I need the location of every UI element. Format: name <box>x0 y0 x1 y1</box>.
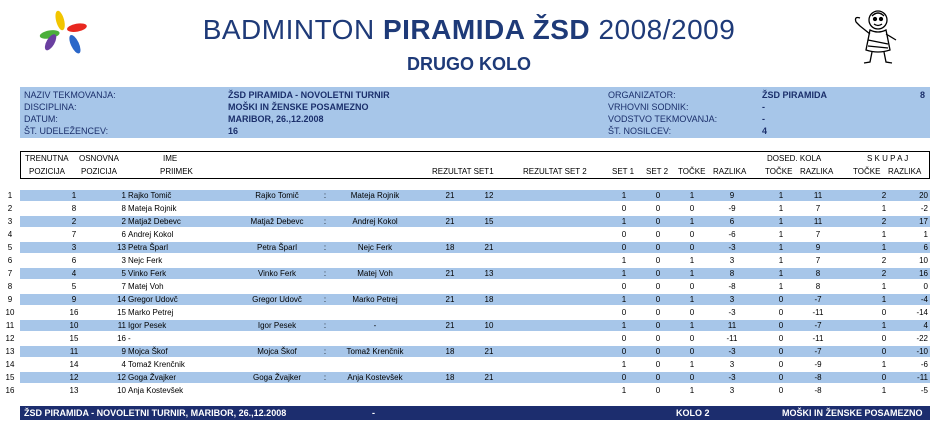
cell-osnovna-pozicija: 9 <box>121 347 126 356</box>
row-number: 4 <box>7 230 13 239</box>
cell-skupaj-razlika: 10 <box>919 256 928 265</box>
cell-razlika: -3 <box>728 373 736 382</box>
vodstvo-label: VODSTVO TEKMOVANJA: <box>608 114 718 124</box>
cell-player-name: - <box>128 334 131 343</box>
cell-trenutna-pozicija: 1 <box>71 191 77 200</box>
cell-razlika: 9 <box>729 191 735 200</box>
col-set2: SET 2 <box>646 167 669 176</box>
cell-trenutna-pozicija: 11 <box>69 347 79 356</box>
cell-tocke: 0 <box>689 243 695 252</box>
cell-dosed-tocke: 1 <box>778 282 784 291</box>
organizator-number: 8 <box>920 90 926 100</box>
cell-player1: Gregor Udovč <box>252 295 302 304</box>
cell-dosed-tocke: 1 <box>778 191 784 200</box>
cell-score1: 21 <box>445 269 455 278</box>
cell-dosed-razlika: -7 <box>814 347 822 356</box>
table-row <box>20 359 930 370</box>
cell-player2: Marko Petrej <box>352 295 398 304</box>
cell-trenutna-pozicija: 3 <box>71 243 77 252</box>
cell-osnovna-pozicija: 1 <box>121 191 126 200</box>
col-osnovna: OSNOVNA <box>79 154 120 163</box>
cell-score1: 21 <box>445 295 455 304</box>
col-skupaj-tocke: TOČKE <box>853 167 881 176</box>
cell-set2: 0 <box>655 243 661 252</box>
cell-razlika: -3 <box>728 243 736 252</box>
cell-razlika: 8 <box>729 269 735 278</box>
table-row <box>20 242 930 253</box>
cell-skupaj-razlika: -11 <box>917 373 928 382</box>
col-tocke: TOČKE <box>678 167 706 176</box>
cell-set1: 1 <box>621 256 627 265</box>
cell-osnovna-pozicija: 6 <box>121 230 126 239</box>
cell-dosed-tocke: 0 <box>778 386 784 395</box>
col-set1: SET 1 <box>612 167 635 176</box>
cell-osnovna-pozicija: 16 <box>117 334 126 343</box>
cell-player-name: Goga Žvajker <box>128 373 177 382</box>
naziv-label: NAZIV TEKMOVANJA: <box>24 90 116 100</box>
cell-player2: - <box>373 321 377 330</box>
cell-dosed-razlika: -7 <box>814 295 822 304</box>
cell-set1: 1 <box>621 360 627 369</box>
cell-tocke: 0 <box>689 334 695 343</box>
cell-set2: 0 <box>655 204 661 213</box>
cell-dosed-razlika: 8 <box>815 269 821 278</box>
cell-tocke: 0 <box>689 204 695 213</box>
cell-osnovna-pozicija: 8 <box>121 204 126 213</box>
cell-tocke: 0 <box>689 373 695 382</box>
organizator-value: ŽSD PIRAMIDA <box>762 90 827 100</box>
cell-dosed-tocke: 1 <box>778 243 784 252</box>
cell-trenutna-pozicija: 13 <box>69 386 79 395</box>
cell-trenutna-pozicija: 8 <box>71 204 77 213</box>
cell-score1: 18 <box>445 243 455 252</box>
cell-tocke: 1 <box>689 360 695 369</box>
row-number: 13 <box>5 347 15 356</box>
cell-set2: 0 <box>655 217 661 226</box>
cell-dosed-tocke: 0 <box>778 334 784 343</box>
cell-skupaj-razlika: 0 <box>923 282 928 291</box>
cell-trenutna-pozicija: 5 <box>71 282 77 291</box>
cell-score2: 13 <box>484 269 494 278</box>
cell-razlika: -6 <box>728 230 736 239</box>
cell-trenutna-pozicija: 7 <box>71 230 77 239</box>
cell-trenutna-pozicija: 12 <box>69 373 79 382</box>
cell-player-name: Tomaž Krenčnik <box>128 360 185 369</box>
cell-skupaj-tocke: 1 <box>881 321 887 330</box>
cell-versus-separator: : <box>323 191 327 200</box>
title-season: 2008/2009 <box>598 14 736 45</box>
table-row <box>20 229 930 240</box>
cell-score2: 21 <box>484 347 494 356</box>
cell-player-name: Mateja Rojnik <box>128 204 177 213</box>
cell-set1: 0 <box>621 230 627 239</box>
cell-player-name: Vinko Ferk <box>128 269 167 278</box>
cell-set1: 1 <box>621 191 627 200</box>
cell-dosed-tocke: 1 <box>778 217 784 226</box>
cell-player2: Tomaž Krenčnik <box>346 347 404 356</box>
cell-set2: 0 <box>655 256 661 265</box>
disciplina-label: DISCIPLINA: <box>24 102 77 112</box>
cell-osnovna-pozicija: 3 <box>121 256 126 265</box>
footer-event: ŽSD PIRAMIDA - NOVOLETNI TURNIR, MARIBOR, 26.,12.2008 <box>24 408 287 418</box>
cell-dosed-tocke: 0 <box>778 360 784 369</box>
cell-player-name: Igor Pesek <box>128 321 167 330</box>
sodnik-label: VRHOVNI SODNIK: <box>608 102 689 112</box>
cell-skupaj-tocke: 0 <box>881 334 887 343</box>
cell-score2: 10 <box>484 321 494 330</box>
cell-razlika: 3 <box>729 256 735 265</box>
row-number: 16 <box>5 386 15 395</box>
cell-skupaj-tocke: 2 <box>881 269 887 278</box>
row-number: 15 <box>5 373 15 382</box>
row-number: 11 <box>5 321 15 330</box>
cell-tocke: 1 <box>689 321 695 330</box>
cell-set1: 0 <box>621 373 627 382</box>
col-priimek: PRIIMEK <box>160 167 193 176</box>
cell-dosed-tocke: 0 <box>778 373 784 382</box>
row-number: 8 <box>7 282 13 291</box>
cell-dosed-razlika: 11 <box>813 191 823 200</box>
cell-skupaj-tocke: 1 <box>881 204 887 213</box>
cell-tocke: 0 <box>689 347 695 356</box>
cell-skupaj-razlika: -22 <box>916 334 928 343</box>
naziv-value: ŽSD PIRAMIDA - NOVOLETNI TURNIR <box>228 90 390 100</box>
cell-skupaj-tocke: 0 <box>881 308 887 317</box>
cell-set2: 0 <box>655 230 661 239</box>
cell-score1: 18 <box>445 373 455 382</box>
badminton-mascot-icon <box>852 6 902 66</box>
cell-dosed-razlika: -8 <box>814 373 822 382</box>
table-row <box>20 203 930 214</box>
table-row <box>20 190 930 201</box>
cell-player-name: Gregor Udovč <box>128 295 178 304</box>
cell-set1: 0 <box>621 204 627 213</box>
nosilcev-value: 4 <box>762 126 768 136</box>
cell-set1: 0 <box>621 282 627 291</box>
cell-player2: Andrej Kokol <box>352 217 398 226</box>
cell-tocke: 0 <box>689 230 695 239</box>
table-header <box>20 151 930 179</box>
row-number: 2 <box>7 204 13 213</box>
cell-tocke: 1 <box>689 269 695 278</box>
cell-player2: Anja Kostevšek <box>347 373 403 382</box>
cell-dosed-razlika: 7 <box>815 256 821 265</box>
col-skupaj: S K U P A J <box>867 154 909 163</box>
cell-dosed-tocke: 0 <box>778 295 784 304</box>
cell-trenutna-pozicija: 16 <box>69 308 79 317</box>
cell-razlika: -11 <box>726 334 738 343</box>
col-trenutna: TRENUTNA <box>25 154 69 163</box>
row-number: 9 <box>7 295 13 304</box>
table-row <box>20 320 930 331</box>
cell-dosed-tocke: 0 <box>778 308 784 317</box>
cell-trenutna-pozicija: 15 <box>69 334 79 343</box>
cell-versus-separator: : <box>323 321 327 330</box>
cell-player-name: Matej Voh <box>128 282 164 291</box>
title-badminton: BADMINTON <box>202 14 375 45</box>
sodnik-value: - <box>762 102 765 112</box>
footer-round: KOLO 2 <box>676 408 710 418</box>
cell-set1: 0 <box>621 308 627 317</box>
table-row <box>20 216 930 227</box>
cell-dosed-razlika: 9 <box>815 243 821 252</box>
page-subtitle: DRUGO KOLO <box>407 54 531 74</box>
cell-dosed-razlika: 7 <box>815 230 821 239</box>
cell-skupaj-tocke: 1 <box>881 295 887 304</box>
cell-set2: 0 <box>655 308 661 317</box>
row-number: 7 <box>7 269 13 278</box>
col-dosed-razlika: RAZLIKA <box>800 167 834 176</box>
cell-score1: 21 <box>445 217 455 226</box>
cell-trenutna-pozicija: 10 <box>69 321 79 330</box>
cell-versus-separator: : <box>323 217 327 226</box>
cell-player1: Igor Pesek <box>257 321 297 330</box>
table-row <box>20 268 930 279</box>
cell-player1: Mojca Škof <box>257 347 297 356</box>
cell-skupaj-razlika: 4 <box>923 321 928 330</box>
cell-set2: 0 <box>655 360 661 369</box>
cell-osnovna-pozicija: 2 <box>121 217 126 226</box>
cell-set2: 0 <box>655 373 661 382</box>
cell-osnovna-pozicija: 5 <box>121 269 126 278</box>
col-pozicija-trenutna: POZICIJA <box>29 167 66 176</box>
cell-skupaj-razlika: -6 <box>920 360 928 369</box>
cell-set1: 1 <box>621 269 627 278</box>
cell-dosed-tocke: 0 <box>778 321 784 330</box>
col-ime: IME <box>163 154 178 163</box>
cell-player1: Goga Žvajker <box>252 373 302 382</box>
cell-skupaj-tocke: 0 <box>881 347 887 356</box>
cell-player-name: Nejc Ferk <box>128 256 163 265</box>
cell-set1: 1 <box>621 295 627 304</box>
cell-set1: 0 <box>621 347 627 356</box>
cell-skupaj-tocke: 2 <box>881 217 887 226</box>
udelezencev-value: 16 <box>228 126 239 136</box>
cell-osnovna-pozicija: 12 <box>117 373 126 382</box>
cell-player1: Vinko Ferk <box>257 269 297 278</box>
table-row <box>20 307 930 318</box>
cell-player1: Petra Šparl <box>256 243 298 252</box>
cell-tocke: 1 <box>689 256 695 265</box>
cell-set2: 0 <box>655 269 661 278</box>
cell-dosed-razlika: -11 <box>812 308 824 317</box>
cell-set2: 0 <box>655 282 661 291</box>
cell-dosed-razlika: 11 <box>813 217 823 226</box>
cell-tocke: 0 <box>689 308 695 317</box>
udelezencev-label: ŠT. UDELEŽENCEV: <box>24 126 109 136</box>
cell-player1: Rajko Tomič <box>255 191 299 200</box>
row-number: 12 <box>5 334 15 343</box>
cell-dosed-razlika: 8 <box>815 282 821 291</box>
cell-osnovna-pozicija: 15 <box>117 308 126 317</box>
cell-dosed-tocke: 1 <box>778 230 784 239</box>
cell-tocke: 1 <box>689 217 695 226</box>
cell-razlika: 3 <box>729 360 735 369</box>
cell-set1: 1 <box>621 386 627 395</box>
cell-osnovna-pozicija: 10 <box>117 386 126 395</box>
cell-dosed-tocke: 1 <box>778 269 784 278</box>
datum-label: DATUM: <box>24 114 58 124</box>
cell-skupaj-razlika: 20 <box>919 191 928 200</box>
cell-player-name: Andrej Kokol <box>128 230 174 239</box>
row-number: 6 <box>7 256 13 265</box>
cell-skupaj-tocke: 1 <box>881 243 887 252</box>
col-dosed-kola: DOSED. KOLA <box>767 154 822 163</box>
cell-osnovna-pozicija: 4 <box>121 360 126 369</box>
row-number: 5 <box>7 243 13 252</box>
page-title <box>0 14 938 46</box>
cell-versus-separator: : <box>323 295 327 304</box>
cell-skupaj-razlika: -2 <box>920 204 928 213</box>
footer-separator: - <box>372 408 375 418</box>
cell-set1: 1 <box>621 321 627 330</box>
cell-player-name: Petra Šparl <box>128 243 169 252</box>
cell-skupaj-razlika: -10 <box>916 347 928 356</box>
nosilcev-label: ŠT. NOSILCEV: <box>608 126 672 136</box>
cell-razlika: 3 <box>729 295 735 304</box>
cell-player-name: Rajko Tomič <box>128 191 172 200</box>
cell-razlika: 3 <box>729 386 735 395</box>
col-razlika: RAZLIKA <box>713 167 747 176</box>
cell-score2: 18 <box>484 295 494 304</box>
cell-versus-separator: : <box>323 243 327 252</box>
cell-score2: 15 <box>484 217 494 226</box>
cell-razlika: 11 <box>727 321 737 330</box>
cell-osnovna-pozicija: 14 <box>117 295 126 304</box>
cell-player2: Nejc Ferk <box>357 243 393 252</box>
cell-set1: 0 <box>621 243 627 252</box>
cell-score2: 21 <box>484 243 494 252</box>
cell-set2: 0 <box>655 321 661 330</box>
cell-set2: 0 <box>655 191 661 200</box>
cell-trenutna-pozicija: 4 <box>71 269 77 278</box>
cell-skupaj-razlika: 16 <box>919 269 928 278</box>
cell-dosed-razlika: -7 <box>814 321 822 330</box>
tournament-info-panel <box>20 87 930 138</box>
cell-razlika: -8 <box>728 282 736 291</box>
cell-razlika: -3 <box>728 308 736 317</box>
cell-set2: 0 <box>655 347 661 356</box>
cell-skupaj-tocke: 1 <box>881 386 887 395</box>
cell-osnovna-pozicija: 11 <box>117 321 126 330</box>
cell-skupaj-tocke: 2 <box>881 256 887 265</box>
cell-skupaj-tocke: 2 <box>881 191 887 200</box>
row-number: 3 <box>7 217 13 226</box>
datum-value: MARIBOR, 26.,12.2008 <box>228 114 324 124</box>
cell-score2: 12 <box>484 191 494 200</box>
cell-player2: Mateja Rojnik <box>350 191 400 200</box>
footer-discipline: MOŠKI IN ŽENSKE POSAMEZNO <box>782 408 923 418</box>
cell-skupaj-tocke: 1 <box>881 282 887 291</box>
footer-bar <box>20 406 930 420</box>
cell-score1: 21 <box>445 191 455 200</box>
vodstvo-value: - <box>762 114 765 124</box>
cell-dosed-razlika: -11 <box>812 334 824 343</box>
cell-skupaj-tocke: 1 <box>881 360 887 369</box>
cell-set1: 1 <box>621 217 627 226</box>
cell-dosed-razlika: -8 <box>814 386 822 395</box>
cell-set2: 0 <box>655 386 661 395</box>
cell-player-name: Marko Petrej <box>128 308 174 317</box>
cell-player-name: Matjaž Debevc <box>128 217 181 226</box>
cell-razlika: -3 <box>728 347 736 356</box>
cell-skupaj-tocke: 1 <box>881 230 887 239</box>
cell-trenutna-pozicija: 2 <box>71 217 77 226</box>
cell-skupaj-razlika: 1 <box>923 230 928 239</box>
table-row <box>20 255 930 266</box>
row-number: 14 <box>5 360 15 369</box>
cell-set2: 0 <box>655 334 661 343</box>
cell-tocke: 1 <box>689 386 695 395</box>
cell-skupaj-razlika: 6 <box>923 243 928 252</box>
table-row <box>20 372 930 383</box>
cell-dosed-razlika: -9 <box>814 360 822 369</box>
cell-osnovna-pozicija: 7 <box>121 282 126 291</box>
cell-set1: 0 <box>621 334 627 343</box>
cell-razlika: 6 <box>729 217 735 226</box>
table-row <box>20 346 930 357</box>
organizator-label: ORGANIZATOR: <box>608 90 676 100</box>
col-pozicija-osnovna: POZICIJA <box>81 167 118 176</box>
cell-dosed-tocke: 0 <box>778 347 784 356</box>
col-rezultat-set1: REZULTAT SET1 <box>432 167 494 176</box>
cell-dosed-razlika: 7 <box>815 204 821 213</box>
cell-set2: 0 <box>655 295 661 304</box>
cell-dosed-tocke: 1 <box>778 256 784 265</box>
cell-razlika: -9 <box>728 204 736 213</box>
cell-skupaj-razlika: -14 <box>916 308 928 317</box>
table-row <box>20 294 930 305</box>
col-skupaj-razlika: RAZLIKA <box>888 167 922 176</box>
row-number: 1 <box>7 191 13 200</box>
cell-trenutna-pozicija: 9 <box>71 295 77 304</box>
cell-trenutna-pozicija: 14 <box>69 360 79 369</box>
col-rezultat-set2: REZULTAT SET 2 <box>523 167 587 176</box>
cell-trenutna-pozicija: 6 <box>71 256 77 265</box>
col-dosed-tocke: TOČKE <box>765 167 793 176</box>
cell-versus-separator: : <box>323 269 327 278</box>
table-row <box>20 333 930 344</box>
cell-player2: Matej Voh <box>357 269 393 278</box>
title-piramida: PIRAMIDA ŽSD <box>382 14 591 45</box>
cell-osnovna-pozicija: 13 <box>117 243 126 252</box>
cell-versus-separator: : <box>323 373 327 382</box>
row-number: 10 <box>5 308 15 317</box>
cell-dosed-tocke: 1 <box>778 204 784 213</box>
cell-skupaj-razlika: -4 <box>920 295 928 304</box>
cell-player-name: Anja Kostevšek <box>128 386 184 395</box>
disciplina-value: MOŠKI IN ŽENSKE POSAMEZNO <box>228 102 369 112</box>
table-row <box>20 385 930 396</box>
cell-versus-separator: : <box>323 347 327 356</box>
cell-player1: Matjaž Debevc <box>250 217 304 226</box>
cell-tocke: 0 <box>689 282 695 291</box>
table-row <box>20 281 930 292</box>
cell-skupaj-tocke: 0 <box>881 373 887 382</box>
cell-skupaj-razlika: 17 <box>919 217 928 226</box>
cell-skupaj-razlika: -5 <box>920 386 928 395</box>
cell-score1: 18 <box>445 347 455 356</box>
cell-tocke: 1 <box>689 191 695 200</box>
cell-score2: 21 <box>484 373 494 382</box>
cell-tocke: 1 <box>689 295 695 304</box>
cell-player-name: Mojca Škof <box>128 347 168 356</box>
cell-score1: 21 <box>445 321 455 330</box>
